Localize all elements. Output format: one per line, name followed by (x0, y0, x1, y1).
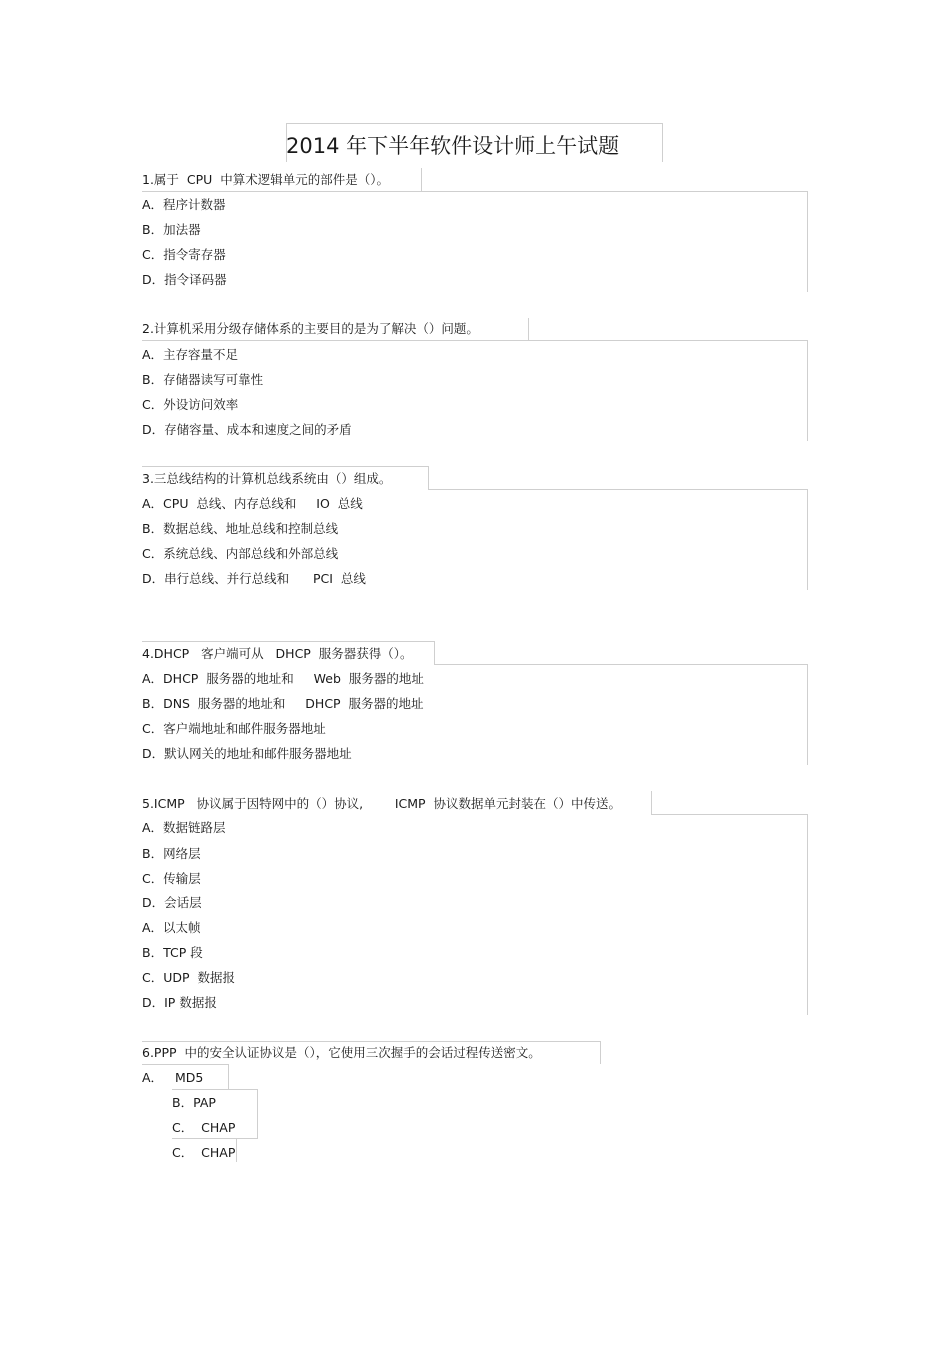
question-1-option-a: A．程序计数器 (142, 197, 226, 212)
question-2-option-c: C．外设访问效率 (142, 397, 239, 412)
question-4-option-d: D．默认网关的地址和邮件服务器地址 (142, 746, 352, 761)
question-5-option-d2: D．IP 数据报 (142, 995, 217, 1010)
question-4-frame (434, 664, 808, 765)
question-2-text: 2.计算机采用分级存储体系的主要目的是为了解决（）问题。 (142, 321, 479, 336)
question-5-frame-divider (651, 791, 652, 814)
question-1-frame (421, 168, 422, 191)
question-5-frame (651, 814, 808, 1015)
question-4-option-a: A．DHCP 服务器的地址和 Web 服务器的地址 (142, 671, 424, 686)
question-1-option-d: D．指令译码器 (142, 272, 227, 287)
question-2-option-d: D．存储容量、成本和速度之间的矛盾 (142, 422, 352, 437)
question-3-option-b: B．数据总线、地址总线和控制总线 (142, 521, 339, 536)
question-2-frame-divider (528, 318, 529, 340)
question-5-text: 5.ICMP 协议属于因特网中的（）协议, ICMP 协议数据单元封装在（）中传送。 (142, 796, 622, 811)
page-title: 2014 年下半年软件设计师上午试题 (286, 134, 620, 158)
question-4-text: 4.DHCP 客户端可从 DHCP 服务器获得（）。 (142, 646, 413, 661)
question-2-option-b: B．存储器读写可靠性 (142, 372, 264, 387)
question-3-text: 3.三总线结构的计算机总线系统由（）组成。 (142, 471, 392, 486)
question-2-frame (528, 340, 808, 441)
question-1-option-b: B．加法器 (142, 222, 201, 237)
question-5-option-a2: A．以太帧 (142, 920, 201, 935)
question-3-option-c: C．系统总线、内部总线和外部总线 (142, 546, 339, 561)
question-5-option-c: C．传输层 (142, 871, 201, 886)
question-5-option-b2: B．TCP 段 (142, 945, 203, 960)
question-5-option-c2: C．UDP 数据报 (142, 970, 235, 985)
question-6-option-c: C． CHAP (172, 1120, 236, 1135)
question-6-option-c2-divider (236, 1138, 237, 1162)
question-1-frame-right (421, 191, 808, 292)
question-3-frame (428, 489, 808, 590)
question-4-option-c: C．客户端地址和邮件服务器地址 (142, 721, 326, 736)
question-6-text: 6.PPP 中的安全认证协议是（），它使用三次握手的会话过程传送密文。 (142, 1045, 541, 1060)
question-6-option-a: A． MD5 (142, 1070, 204, 1085)
question-6-option-c2: C． CHAP (172, 1145, 236, 1160)
question-5-option-b: B．网络层 (142, 846, 201, 861)
question-6-option-b: B．PAP (172, 1095, 216, 1110)
question-5-option-d: D．会话层 (142, 895, 202, 910)
question-2-option-a: A．主存容量不足 (142, 347, 239, 362)
question-4-option-b: B．DNS 服务器的地址和 DHCP 服务器的地址 (142, 696, 424, 711)
question-1-text: 1.属于 CPU 中算术逻辑单元的部件是（）。 (142, 172, 389, 187)
question-3-option-a: A．CPU 总线、内存总线和 IO 总线 (142, 496, 363, 511)
question-1-option-c: C．指令寄存器 (142, 247, 226, 262)
question-1-underline (142, 191, 421, 192)
question-5-option-a: A．数据链路层 (142, 820, 226, 835)
question-3-option-d: D．串行总线、并行总线和 PCI 总线 (142, 571, 366, 586)
question-2-underline (142, 340, 528, 341)
